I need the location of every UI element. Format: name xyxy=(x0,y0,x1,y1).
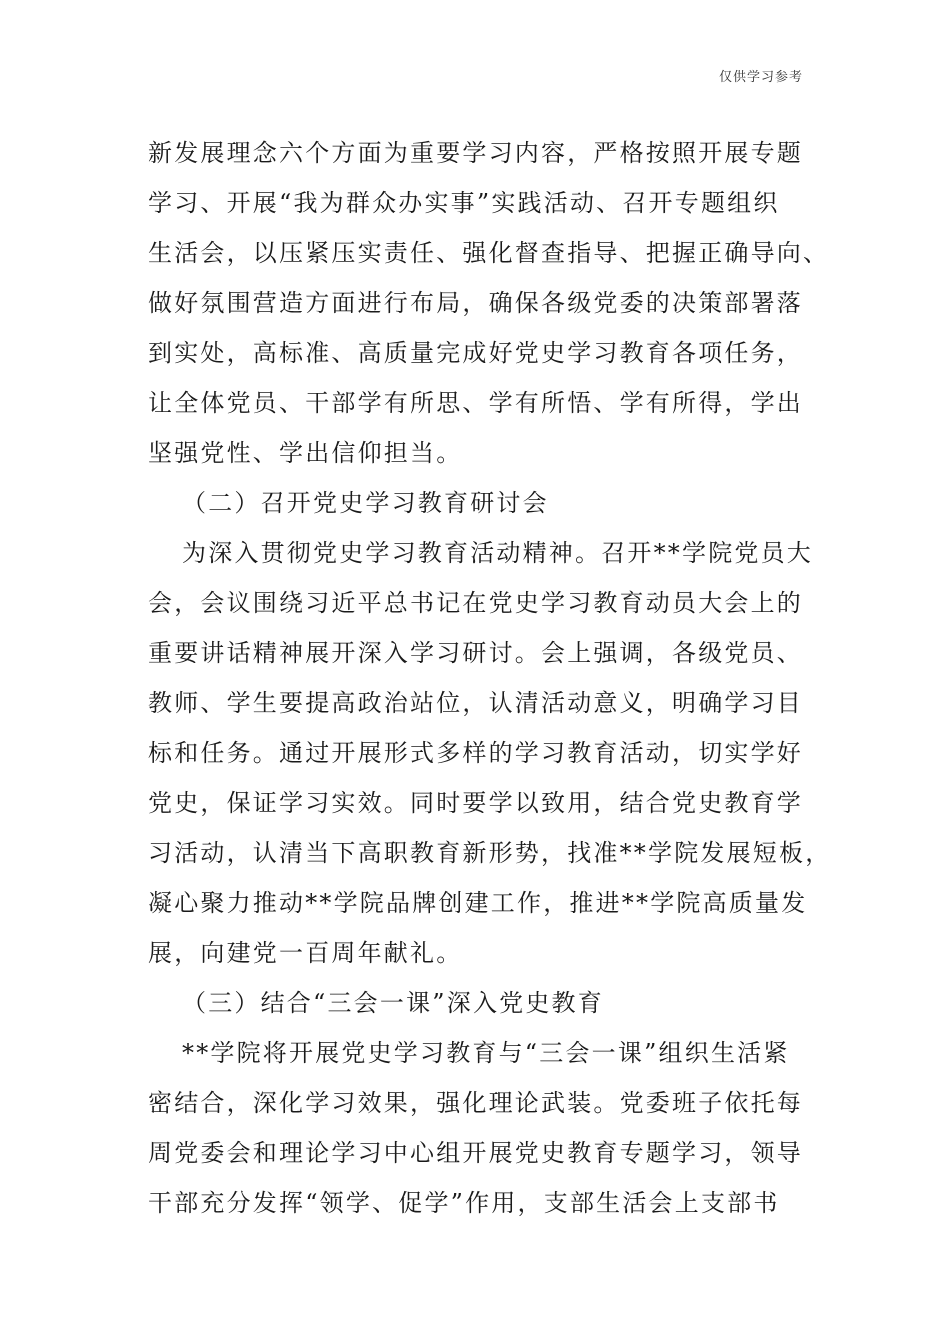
paragraph-line: 周党委会和理论学习中心组开展党史教育专题学习，领导 xyxy=(148,1139,803,1167)
paragraph-line: 标和任务。通过开展形式多样的学习教育活动，切实学好 xyxy=(148,739,803,767)
paragraph-line: 生活会，以压紧压实责任、强化督查指导、把握正确导向、 xyxy=(148,239,830,267)
paragraph-line: 党史，保证学习实效。同时要学以致用，结合党史教育学 xyxy=(148,789,803,817)
paragraph-line: 教师、学生要提高政治站位，认清活动意义，明确学习目 xyxy=(148,689,803,717)
paragraph-line: 新发展理念六个方面为重要学习内容，严格按照开展专题 xyxy=(148,139,803,167)
document-body xyxy=(148,128,832,1228)
paragraph-line: 做好氛围营造方面进行布局，确保各级党委的决策部署落 xyxy=(148,289,803,317)
paragraph-line: 习活动，认清当下高职教育新形势，找准**学院发展短板， xyxy=(148,839,832,867)
header-note: 仅供学习参考 xyxy=(718,70,803,85)
paragraph-line: 为深入贯彻党史学习教育活动精神。召开**学院党员大 xyxy=(182,539,813,567)
paragraph-line: 让全体党员、干部学有所思、学有所悟、学有所得，学出 xyxy=(148,389,803,417)
paragraph-line: 干部充分发挥“领学、促学”作用，支部生活会上支部书 xyxy=(148,1189,780,1217)
paragraph-line: 凝心聚力推动**学院品牌创建工作，推进**学院高质量发 xyxy=(148,889,808,917)
paragraph-line: 展，向建党一百周年献礼。 xyxy=(148,939,463,967)
paragraph-line: 密结合，深化学习效果，强化理论武装。党委班子依托每 xyxy=(148,1089,803,1117)
section-heading: （二）召开党史学习教育研讨会 xyxy=(182,489,549,517)
paragraph-line: 坚强党性、学出信仰担当。 xyxy=(148,439,463,467)
paragraph-line: 学习、开展“我为群众办实事”实践活动、召开专题组织 xyxy=(148,189,780,217)
paragraph-line: 到实处，高标准、高质量完成好党史学习教育各项任务， xyxy=(148,339,803,367)
section-heading: （三）结合“三会一课”深入党史教育 xyxy=(182,989,604,1017)
paragraph-line: 会，会议围绕习近平总书记在党史学习教育动员大会上的 xyxy=(148,589,803,617)
paragraph-line: **学院将开展党史学习教育与“三会一课”组织生活紧 xyxy=(182,1039,790,1067)
paragraph-line: 重要讲话精神展开深入学习研讨。会上强调，各级党员、 xyxy=(148,639,803,667)
